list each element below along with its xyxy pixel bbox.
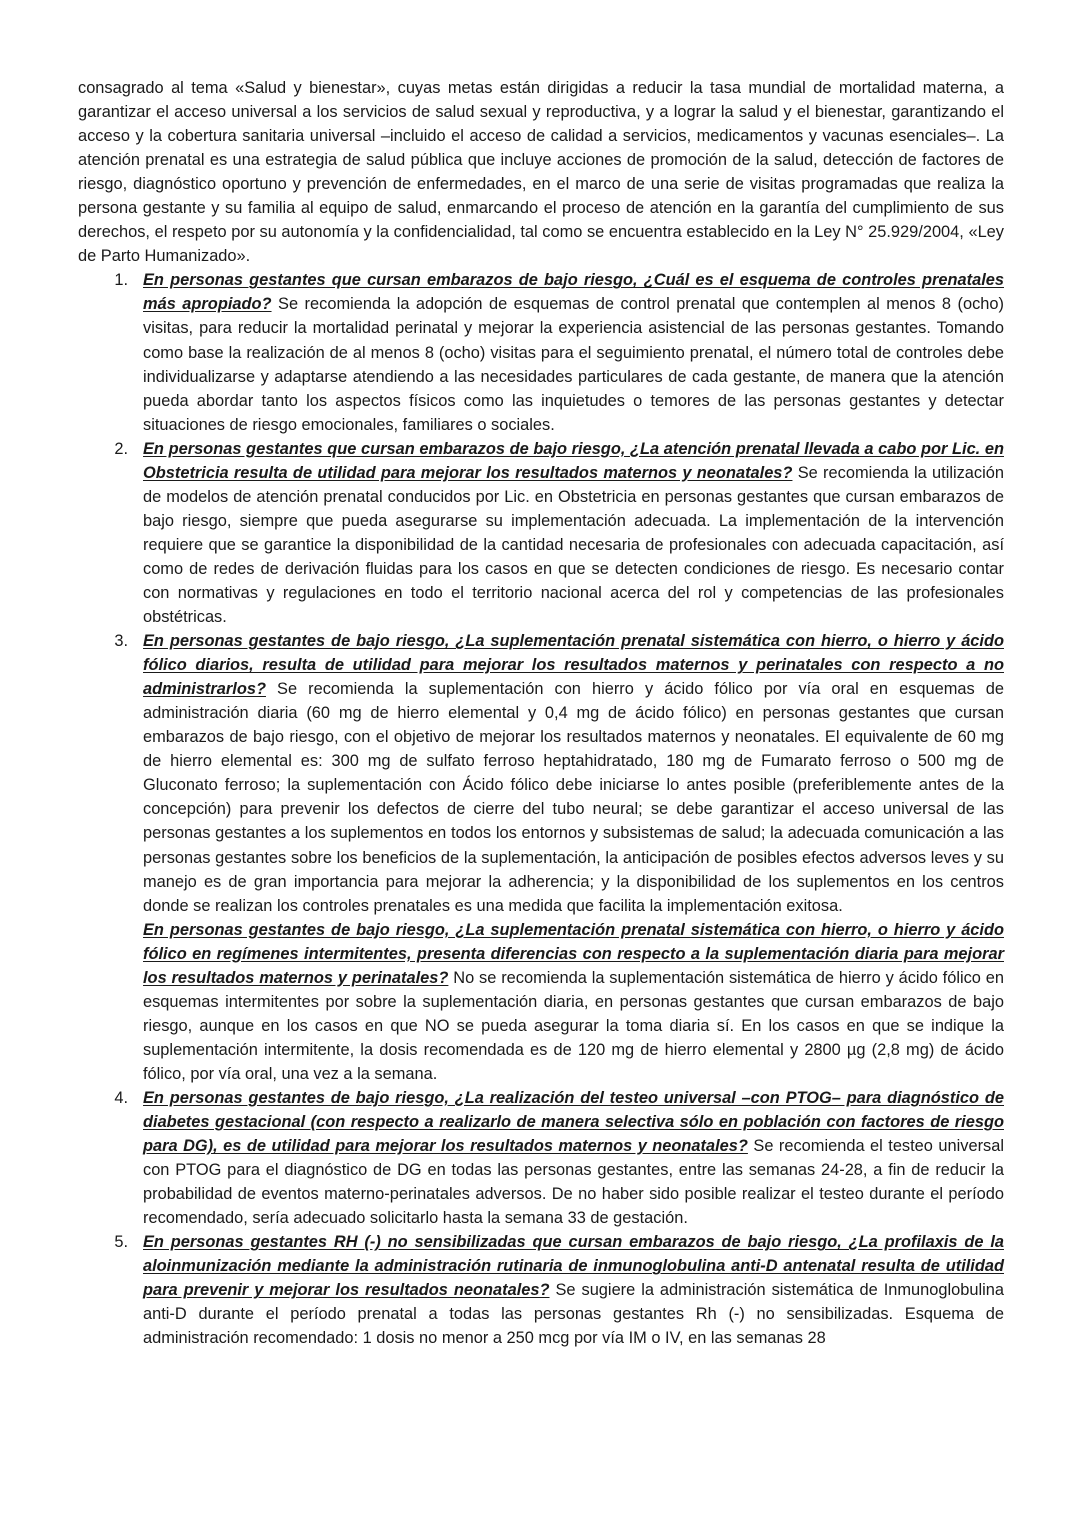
list-item	[78, 268, 1004, 436]
document-page	[78, 76, 1004, 1350]
answer-text: Se recomienda la utilización de modelos de atención prenatal conducidos por Lic. en Obstetricia en personas gestantes que cursan embarazos de bajo riesgo, siempre que pueda asegurarse su implementación adecuada. La implementación de la intervención requiere que se garantice la disponibilidad de la cantidad necesaria de profesionales con adecuada capacitación, así como de redes de derivación fluidas para los casos en que se detecten condiciones de riesgo. Es necesario contar con normativas y regulaciones en todo el territorio nacional acerca del rol y competencias de las profesionales obstétricas.	[143, 463, 1004, 627]
question-text: En personas gestantes de bajo riesgo, ¿La suplementación prenatal sistemática con hierro, o hierro y ácido fólico en regímenes intermitentes, presenta diferencias con respecto a la suplementación diaria para mejorar los resultados maternos y perinatales?	[143, 920, 1004, 987]
question-text: En personas gestantes RH (-) no sensibilizadas que cursan embarazos de bajo riesgo, ¿La profilaxis de la aloinmunización mediante la administración rutinaria de inmunoglobulina anti-D antenatal resulta de utilidad para prevenir y mejorar los resultados neonatales?	[143, 1233, 1004, 1300]
item-number: 4.	[114, 1088, 128, 1107]
answer-text: Se sugiere la administración sistemática de Inmunoglobulina anti-D durante el período prenatal a todas las personas gestantes Rh (-) no sensibilizadas. Esquema de administración recomendado: 1 dosis no menor a 250 mcg por vía IM o IV, en las semanas 28	[143, 1281, 1004, 1348]
answer-text: Se recomienda la adopción de esquemas de control prenatal que contemplen al menos 8 (ocho) visitas, para reducir la mortalidad perinatal y mejorar la experiencia asistencial de las personas gestantes. Tomando como base la realización de al menos 8 (ocho) visitas para el seguimiento prenatal, el número total de controles debe individualizarse y adaptarse atendiendo a las necesidades particulares de cada gestante, de manera que la atención pueda abordar tanto los aspectos físicos como las inquietudes o temores de las personas gestantes y detectar situaciones de riesgo emocionales, familiares o sociales.	[143, 295, 1004, 434]
list-item	[78, 437, 1004, 629]
answer-text: Se recomienda la suplementación con hierro y ácido fólico por vía oral en esquemas de administración diaria (60 mg de hierro elemental y 0,4 mg de ácido fólico) en personas gestantes que cursan embarazos de bajo riesgo, con el objetivo de mejorar los resultados maternos y neonatales. El equivalente de 60 mg de hierro elemental es: 300 mg de sulfato ferroso heptahidratado, 180 mg de Fumarato ferroso o 500 mg de Gluconato ferroso; la suplementación con Ácido fólico debe iniciarse lo antes posible (preferiblemente antes de la concepción) para prevenir los defectos de cierre del tubo neural; se debe garantizar el acceso universal de las personas gestantes a los suplementos en todos los entornos y subsistemas de salud; la adecuada comunicación a las personas gestantes sobre los beneficios de la suplementación, la anticipación de posibles efectos adversos leves y su manejo es de gran importancia para mejorar la adherencia; y la disponibilidad de los suplementos en los centros donde se realizan los controles prenatales es una medida que facilita la implementación exitosa.	[143, 680, 1004, 915]
recommendation-list	[78, 268, 1004, 1350]
intro-paragraph: consagrado al tema «Salud y bienestar», cuyas metas están dirigidas a reducir la tasa mundial de mortalidad materna, a garantizar el acceso universal a los servicios de salud sexual y reproductiva, y a lograr la salud y el bienestar, garantizando el acceso y la cobertura sanitaria universal –incluido el acceso de calidad a servicios, medicamentos y vacunas esenciales–. La atención prenatal es una estrategia de salud pública que incluye acciones de promoción de la salud, detección de factores de riesgo, diagnóstico oportuno y prevención de enfermedades, en el marco de una serie de visitas programadas que realiza la persona gestante y su familia al equipo de salud, enmarcando el proceso de atención en la garantía del cumplimiento de sus derechos, el respeto por su autonomía y la confidencialidad, tal como se encuentra establecido en la Ley N° 25.929/2004, «Ley de Parto Humanizado».	[78, 79, 1004, 266]
answer-text: Se recomienda el testeo universal con PTOG para el diagnóstico de DG en todas las personas gestantes, entre las semanas 24-28, a fin de reducir la probabilidad de eventos materno-perinatales adversos. De no haber sido posible realizar el testeo durante el período recomendado, sería adecuado solicitarlo hasta la semana 33 de gestación.	[143, 1137, 1004, 1228]
item-number: 5.	[114, 1233, 128, 1252]
answer-text: No se recomienda la suplementación sistemática de hierro y ácido fólico en esquemas intermitentes por sobre la suplementación diaria, en personas gestantes que cursan embarazos de bajo riesgo, aunque en los casos en que NO se pueda asegurar la toma diaria sí. En los casos en que se indique la suplementación intermitente, la dosis recomendada es de 120 mg de hierro elemental y 2800 µg (2,8 mg) de ácido fólico, por vía oral, una vez a la semana.	[143, 968, 1004, 1083]
list-item	[78, 1086, 1004, 1230]
item-number: 3.	[114, 632, 128, 651]
list-item	[78, 1230, 1004, 1350]
list-item	[78, 629, 1004, 1086]
question-text: En personas gestantes que cursan embarazos de bajo riesgo, ¿La atención prenatal llevada a cabo por Lic. en Obstetricia resulta de utilidad para mejorar los resultados maternos y neonatales?	[143, 439, 1004, 482]
question-text: En personas gestantes de bajo riesgo, ¿La suplementación prenatal sistemática con hierro, o hierro y ácido fólico diarios, resulta de utilidad para mejorar los resultados maternos y perinatales con respecto a no administrarlos?	[143, 632, 1004, 699]
question-text: En personas gestantes que cursan embarazos de bajo riesgo, ¿Cuál es el esquema de controles prenatales más apropiado?	[143, 271, 1004, 314]
question-text: En personas gestantes de bajo riesgo, ¿La realización del testeo universal –con PTOG– para diagnóstico de diabetes gestacional (con respecto a realizarlo de manera selectiva sólo en población con factores de riesgo para DG), es de utilidad para mejorar los resultados maternos y neonatales?	[143, 1088, 1004, 1156]
item-number: 2.	[114, 439, 128, 458]
item-number: 1.	[114, 271, 128, 290]
